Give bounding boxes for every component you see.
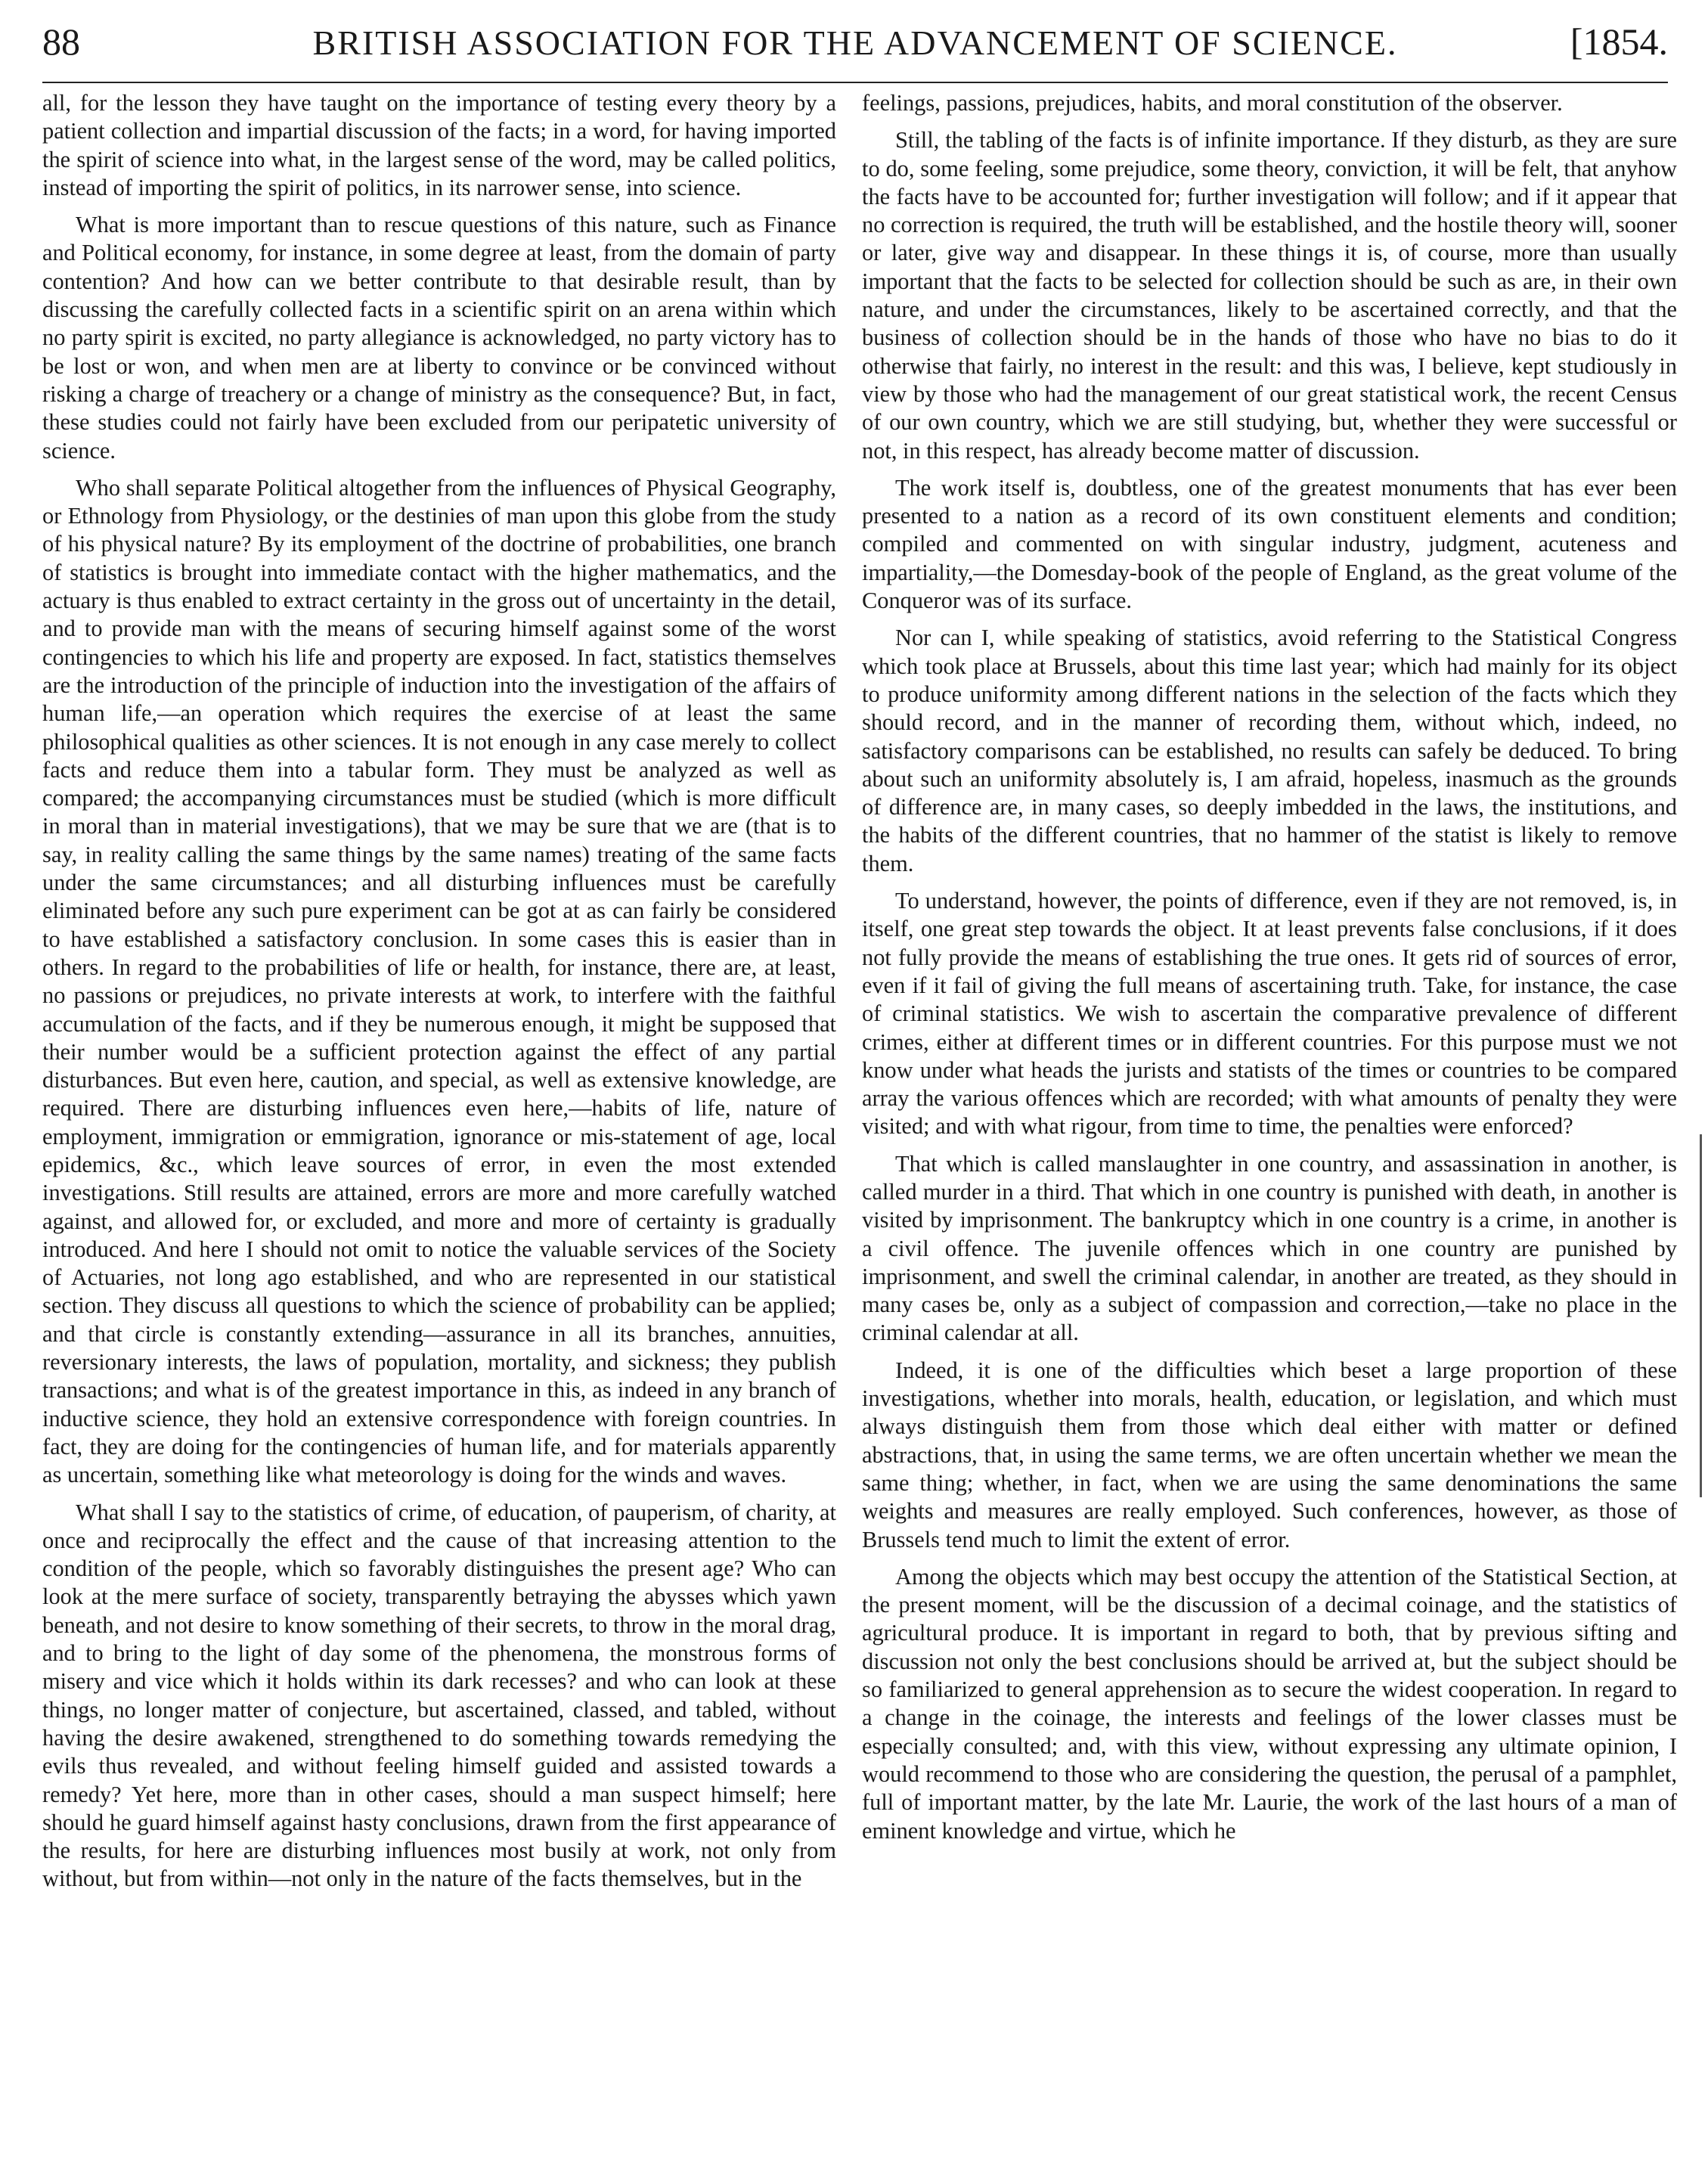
- paragraph: To understand, however, the points of difference, even if they are not removed, is, in itself, one great step towards the object. It at least prevents false conclusions, if it does not fully provide the means of establishing the true ones. It gets rid of sources of error, even if it fail of giving the full means of ascertaining truth. Take, for instance, the case of criminal statistics. We wish to ascertain the comparative prevalence of different crimes, either at different times or in different countries. For this purpose must we not know under what heads the jurists and statists of the times or countries to be compared array the various offences which are recorded; with what amounts of penalty they were visited; and with what rigour, from time to time, the penalties were enforced?: [862, 888, 1677, 1140]
- running-head: [42, 6, 1668, 83]
- paragraph: Among the objects which may best occupy the attention of the Statistical Section, at the present moment, will be the discussion of a decimal coinage, and the statistics of agricultural produce. It is important in regard to both, that by previous sifting and discussion not only the best conclusions should be arrived at, but the subject should be so familiarized to general apprehension as to secure the widest cooperation. In regard to a change in the coinage, the interests and feelings of the lower classes must be especially consulted; and, with this view, without expressing any ultimate opinion, I would recommend to those who are considering the question, the perusal of a pamphlet, full of important matter, by the late Mr. Laurie, the work of the last hours of a man of eminent knowledge and virtue, which he: [862, 1563, 1677, 1844]
- paragraph: Indeed, it is one of the difficulties which beset a large proportion of these investigations, whether into morals, health, education, or legislation, and which must always distinguish them from those which deal either with matter or defined abstractions, that, in using the same terms, we are often uncertain whether we mean the same thing; whether, in fact, when we are using the same denominations the same weights and measures are really employed. Such conferences, however, as those of Brussels tend much to limit the extent of error.: [862, 1357, 1677, 1552]
- paragraph: What is more important than to rescue questions of this nature, such as Finance and Political economy, for instance, in some degree at least, from the domain of party contention? And how can we better contribute to that desirable result, than by discussing the carefully collected facts in a scientific spirit on an arena within which no party spirit is excited, no party allegiance is acknowledged, no party victory has to be lost or won, and when men are at liberty to convince or be convinced without risking a charge of treachery or a change of ministry as the consequence? But, in fact, these studies could not fairly have been excluded from our peripatetic university of science.: [42, 212, 836, 464]
- paragraph: The work itself is, doubtless, one of the greatest monuments that has ever been presented to a nation as a record of its own constituent elements and condition; compiled and commented on with singular industry, judgment, acuteness and impartiality,—the Domesday-book of the people of England, as the great volume of the Conqueror was of its surface.: [862, 474, 1677, 614]
- running-title: BRITISH ASSOCIATION FOR THE ADVANCEMENT OF SCIENCE.: [312, 23, 1398, 62]
- header-year: [1854.: [1570, 20, 1668, 63]
- paragraph: feelings, passions, prejudices, habits, and moral constitution of the observer.: [862, 90, 1563, 116]
- right-column: [862, 89, 1677, 1854]
- margin-rule: [1700, 1134, 1702, 1497]
- paragraph: That which is called manslaughter in one country, and assassination in another, is called murder in a third. That which in one country is punished with death, in another is visited by imprisonment. The bankruptcy which in one country is a crime, in another is a civil offence. The juvenile offences which in one country are punished by imprisonment, and swell the criminal calendar, in another are treated, as they should in many cases be, only as a subject of compassion and correction,—take no place in the criminal calendar at all.: [862, 1150, 1677, 1346]
- paragraph: all, for the lesson they have taught on the importance of testing every theory by a patient collection and impartial discussion of the facts; in a word, for having imported the spirit of science into what, in the largest sense of the word, may be called politics, instead of importing the spirit of politics, in its narrower sense, into science.: [42, 90, 836, 200]
- paragraph: Who shall separate Political altogether from the influences of Physical Geography, or Ethnology from Physiology, or the destinies of man upon this globe from the study of his physical nature? By its employment of the doctrine of probabilities, one branch of statistics is brought into immediate contact with the higher mathematics, and the actuary is thus enabled to extract certainty in the gross out of uncertainty in the detail, and to provide man with the means of securing himself against some of the worst contingencies to which his life and property are exposed. In fact, statistics themselves are the introduction of the principle of induction into the investigation of the affairs of human life,—an operation which requires the exercise of at least the same philosophical qualities as other sciences. It is not enough in any case merely to collect facts and reduce them into a tabular form. They must be analyzed as well as compared; the accompanying circumstances must be studied (which is more difficult in moral than in material investigations), that we may be sure that we are (that is to say, in reality calling the same things by the same names) treating of the same facts under the same circumstances; and all disturbing influences must be carefully eliminated before any such pure experiment can be got at as can fairly be considered to have established a satisfactory conclusion. In some cases this is easier than in others. In regard to the probabilities of life or health, for instance, there are, at least, no passions or prejudices, no private interests at work, to interfere with the faithful accumulation of the facts, and if they be numerous enough, it might be supposed that their number would be a sufficient protection against the effect of any partial disturbances. But even here, caution, and special, as well as extensive knowledge, are required. There are disturbing influences even here,—habits of life, nature of employment, immigration or emmigration, ignorance or mis-statement of age, local epidemics, &c., which leave sources of error, in even the most extended investigations. Still results are attained, errors are more and more carefully watched against, and allowed for, or excluded, and more and more of certainty is gradually introduced. And here I should not omit to notice the valuable services of the Society of Actuaries, not long ago established, and who are represented in our statistical section. They discuss all questions to which the science of probability can be applied; and that circle is constantly extending—assurance in all its branches, annuities, reversionary interests, the laws of population, mortality, and sickness; they publish transactions; and what is of the greatest importance in this, as indeed in any branch of inductive science, they hold an extensive correspondence with foreign countries. In fact, they are doing for the contingencies of human life, and for materials apparently as uncertain, something like what meteorology is doing for the winds and waves.: [42, 474, 836, 1488]
- left-column: [42, 89, 836, 1903]
- paragraph: What shall I say to the statistics of crime, of education, of pauperism, of charity, at once and reciprocally the effect and the cause of that increasing attention to the condition of the people, which so favorably distinguishes the present age? Who can look at the mere surface of society, transparently betraying the abysses which yawn beneath, and not desire to know something of their secrets, to throw in the moral drag, and to bring to the light of day some of the phenomena, the monstrous forms of misery and vice which it holds within its dark recesses? and who can look at these things, no longer matter of conjecture, but ascertained, classed, and tabled, without having the desire awakened, strengthened to do something towards remedying the evils thus revealed, and without feeling himself guided and assisted towards a remedy? Yet here, more than in other cases, should a man suspect himself; here should he guard himself against hasty conclusions, drawn from the first appearance of the results, for here are disturbing influences most busily at work, not only from without, but from within—not only in the nature of the facts themselves, but in the: [42, 1499, 836, 1892]
- paragraph: Still, the tabling of the facts is of infinite importance. If they disturb, as they are sure to do, some feeling, some prejudice, some theory, conviction, it will be felt, that anyhow the facts have to be accounted for; further investigation will follow; and if it appear that no correction is required, the truth will be established, and the hostile theory will, sooner or later, give way and disappear. In these things it is, of course, more than usually important that the facts to be selected for collection should be such as are, in their own nature, and under the circumstances, likely to be ascertained correctly, and that the business of collection should be in the hands of those who have no bias to do it otherwise that fairly, no interest in the result: and this was, I believe, kept studiously in view by those who had the management of our great statistical work, the recent Census of our own country, which we are still studying, but, whether they were successful or not, in this respect, has already become matter of discussion.: [862, 127, 1677, 464]
- paragraph: Nor can I, while speaking of statistics, avoid referring to the Statistical Congress which took place at Brussels, about this time last year; which had mainly for its object to produce uniformity among different nations in the selection of the facts which they should record, and in the manner of recording them, without which, indeed, no satisfactory comparisons can be established, no results can safely be deduced. To bring about such an uniformity absolutely is, I am afraid, hopeless, inasmuch as the grounds of difference are, in many cases, so deeply imbedded in the laws, the institutions, and the habits of the different countries, that no hammer of the statist is likely to remove them.: [862, 625, 1677, 876]
- page-number: 88: [42, 20, 80, 63]
